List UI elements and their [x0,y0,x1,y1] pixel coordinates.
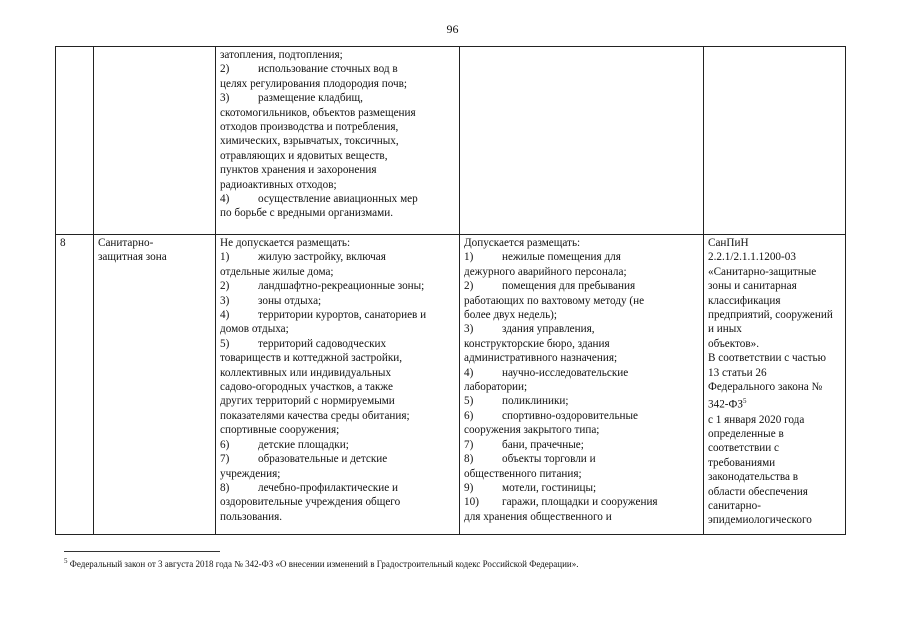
row-number: 8 [60,237,66,249]
item-number: 8) [220,481,230,494]
prohibited-item [220,322,455,336]
legal-basis-line [708,470,841,484]
legal-basis-text: СанПиН [708,237,749,249]
legal-basis-line [708,441,841,455]
legal-basis-line [708,427,841,441]
legal-basis-text: 342-ФЗ [708,399,743,412]
legal-basis-line [708,265,841,279]
item-text: научно-исследовательские [502,366,629,379]
item-text: спортивные сооружения; [220,424,340,437]
prohibited-item [220,467,455,481]
prohibited-item [220,62,455,76]
legal-basis-cell [704,235,846,535]
allowed-item [464,236,699,250]
prohibited-item [220,380,455,394]
item-number: 7) [464,438,474,451]
allowed-item [464,322,699,336]
prohibited-item [220,120,455,134]
prohibited-item [220,308,455,322]
item-text: нежилые помещения для [502,251,621,264]
legal-basis-line [708,366,841,380]
item-text: общественного питания; [464,467,582,480]
prohibited-item [220,91,455,105]
item-number: 7) [220,453,230,466]
item-number: 1) [464,251,474,264]
prohibited-item [220,423,455,437]
prohibited-item [220,337,455,351]
allowed-item [464,380,699,394]
item-text: химических, взрывчатых, токсичных, [220,135,399,148]
legal-basis-line [708,380,841,394]
item-text: образовательные и детские [258,453,388,466]
item-number: 3) [220,294,230,307]
allowed-item [464,452,699,466]
item-text: скотомогильников, объектов размещения [220,106,416,119]
item-text: сооружения закрытого типа; [464,424,600,437]
item-text: Не допускается размещать: [220,237,351,249]
footnote-mark: 5 [64,557,68,565]
table-row [56,235,846,535]
allowed-item [464,351,699,365]
allowed-item [464,308,699,322]
prohibited-item [220,250,455,264]
legal-basis-text: области обеспечения [708,485,808,498]
prohibited-item [220,77,455,91]
item-text: других территорий с нормируемыми [220,395,395,408]
allowed-item [464,510,699,524]
item-text: территорий садоводческих [258,337,387,350]
prohibited-item [220,351,455,365]
item-text: дежурного аварийного персонала; [464,265,627,278]
allowed-item [464,394,699,408]
prohibited-item [220,149,455,163]
legal-basis-text: Федерального закона № [708,381,823,394]
item-text: гаражи, площадки и сооружения [502,496,658,509]
legal-basis-text: 2.2.1/2.1.1.1200-03 [708,251,796,264]
legal-basis-text: законодательства в [708,471,799,484]
prohibited-item [220,178,455,192]
footnote-ref: 5 [742,397,747,406]
item-text: оздоровительные учреждения общего [220,496,401,509]
prohibited-item [220,206,455,220]
legal-basis-line [708,236,841,250]
legal-basis-line [708,279,841,293]
footnote [64,557,578,569]
item-text: радиоактивных отходов; [220,178,337,191]
item-text: помещения для пребывания [502,280,636,293]
legal-basis-line [708,308,841,322]
legal-basis-line [708,513,841,527]
legal-basis-line [708,456,841,470]
item-number: 9) [464,481,474,494]
item-number: 8) [464,453,474,466]
allowed-item [464,366,699,380]
zone-name-cell [94,47,216,235]
prohibited-cell [216,47,460,235]
item-text: более двух недель); [464,309,558,322]
legal-basis-text: зоны и санитарная [708,280,797,293]
legal-basis-text: эпидемиологического [708,514,812,527]
allowed-item [464,423,699,437]
item-text: мотели, гостиницы; [502,481,597,494]
item-text: коллективных или индивидуальных [220,366,392,379]
item-text: использование сточных вод в [258,63,398,76]
legal-basis-text: и иных [708,323,742,336]
item-number: 6) [220,438,230,451]
legal-basis-line [708,250,841,264]
allowed-item [464,495,699,509]
item-text: спортивно-оздоровительные [502,409,639,422]
item-text: объекты торговли и [502,453,596,466]
footnote-divider [64,551,220,552]
zone-name-line: защитная зона [98,251,167,264]
item-number: 2) [220,280,230,293]
item-text: ландшафтно-рекреационные зоны; [258,280,425,293]
item-number: 2) [464,280,474,293]
item-text: для хранения общественного и [464,510,612,523]
legal-basis-text: В соответствии с частью [708,352,826,365]
item-text: административного назначения; [464,352,618,365]
legal-basis-line [708,294,841,308]
allowed-item [464,337,699,351]
item-number: 3) [220,92,230,105]
item-text: по борьбе с вредными организмами. [220,207,393,220]
prohibited-item [220,481,455,495]
item-text: лечебно-профилактические и [258,481,398,494]
legal-basis-text: 13 статьи 26 [708,366,767,379]
allowed-item [464,409,699,423]
item-text: Допускается размещать: [464,237,581,249]
prohibited-item [220,495,455,509]
page-number: 96 [446,22,459,36]
item-text: целях регулирования плодородия почв; [220,77,408,90]
allowed-item [464,250,699,264]
item-number: 10) [464,496,479,509]
item-number: 5) [220,337,230,350]
row-number-cell [56,235,94,535]
legal-basis-text: объектов». [708,337,760,350]
item-text: работающих по вахтовому методу (не [464,294,645,307]
zones-table [55,46,846,535]
legal-basis-text: предприятий, сооружений [708,309,833,322]
item-text: пользования. [220,510,283,523]
prohibited-item [220,294,455,308]
item-text: территории курортов, санаториев и [258,309,427,322]
item-text: размещение кладбищ, [258,92,363,105]
prohibited-item [220,163,455,177]
prohibited-item [220,106,455,120]
item-text: затопления, подтопления; [220,49,343,61]
allowed-item [464,279,699,293]
legal-basis-text: соответствии с [708,442,779,455]
legal-basis-line [708,485,841,499]
table-row [56,47,846,235]
legal-basis-text: санитарно- [708,500,761,513]
prohibited-item [220,279,455,293]
item-text: бани, прачечные; [502,438,584,451]
legal-basis-line [708,413,841,427]
item-text: домов отдыха; [220,323,289,336]
allowed-item [464,467,699,481]
legal-basis-text: определенные в [708,428,784,441]
item-text: детские площадки; [258,438,349,451]
item-text: поликлиники; [502,395,569,408]
prohibited-item [220,366,455,380]
row-number-cell [56,47,94,235]
allowed-cell [460,235,704,535]
allowed-item [464,265,699,279]
item-text: товариществ и коттеджной застройки, [220,352,403,365]
item-text: отравляющих и ядовитых веществ, [220,149,388,162]
item-number: 4) [220,309,230,322]
prohibited-item [220,265,455,279]
legal-basis-line [708,394,841,412]
legal-basis-cell [704,47,846,235]
prohibited-item [220,236,455,250]
prohibited-item [220,409,455,423]
legal-basis-text: классификация [708,294,781,307]
item-text: отдельные жилые дома; [220,265,334,278]
legal-basis-line [708,499,841,513]
item-text: садово-огородных участков, а также [220,381,393,394]
allowed-item [464,438,699,452]
prohibited-item [220,510,455,524]
zone-name-line: Санитарно- [98,237,154,249]
legal-basis-text: «Санитарно-защитные [708,265,817,278]
legal-basis-text: с 1 января 2020 года [708,413,805,426]
prohibited-item [220,438,455,452]
item-number: 1) [220,251,230,264]
item-text: пунктов хранения и захоронения [220,164,377,177]
prohibited-item [220,394,455,408]
item-text: зоны отдыха; [258,294,322,307]
legal-basis-line [708,337,841,351]
footnote-text: Федеральный закон от 3 августа 2018 года № 342-ФЗ «О внесении изменений в Градостроительный кодекс Российской Федерации». [67,559,579,569]
item-text: жилую застройку, включая [258,251,386,264]
prohibited-item [220,452,455,466]
item-text: здания управления, [502,323,595,336]
item-text: лаборатории; [464,381,528,394]
prohibited-item [220,192,455,206]
item-text: осуществление авиационных мер [258,193,418,206]
legal-basis-line [708,322,841,336]
item-text: конструкторские бюро, здания [464,337,610,350]
item-number: 2) [220,63,230,76]
item-text: показателями качества среды обитания; [220,409,410,422]
item-number: 4) [220,193,230,206]
item-number: 6) [464,409,474,422]
zone-name-cell [94,235,216,535]
legal-basis-line [708,351,841,365]
item-number: 4) [464,366,474,379]
prohibited-item [220,134,455,148]
prohibited-cell [216,235,460,535]
legal-basis-text: требованиями [708,456,776,469]
allowed-cell [460,47,704,235]
allowed-item [464,481,699,495]
item-number: 5) [464,395,474,408]
item-number: 3) [464,323,474,336]
item-text: отходов производства и потребления, [220,121,399,134]
allowed-item [464,294,699,308]
item-text: учреждения; [220,467,281,480]
prohibited-item [220,48,455,62]
